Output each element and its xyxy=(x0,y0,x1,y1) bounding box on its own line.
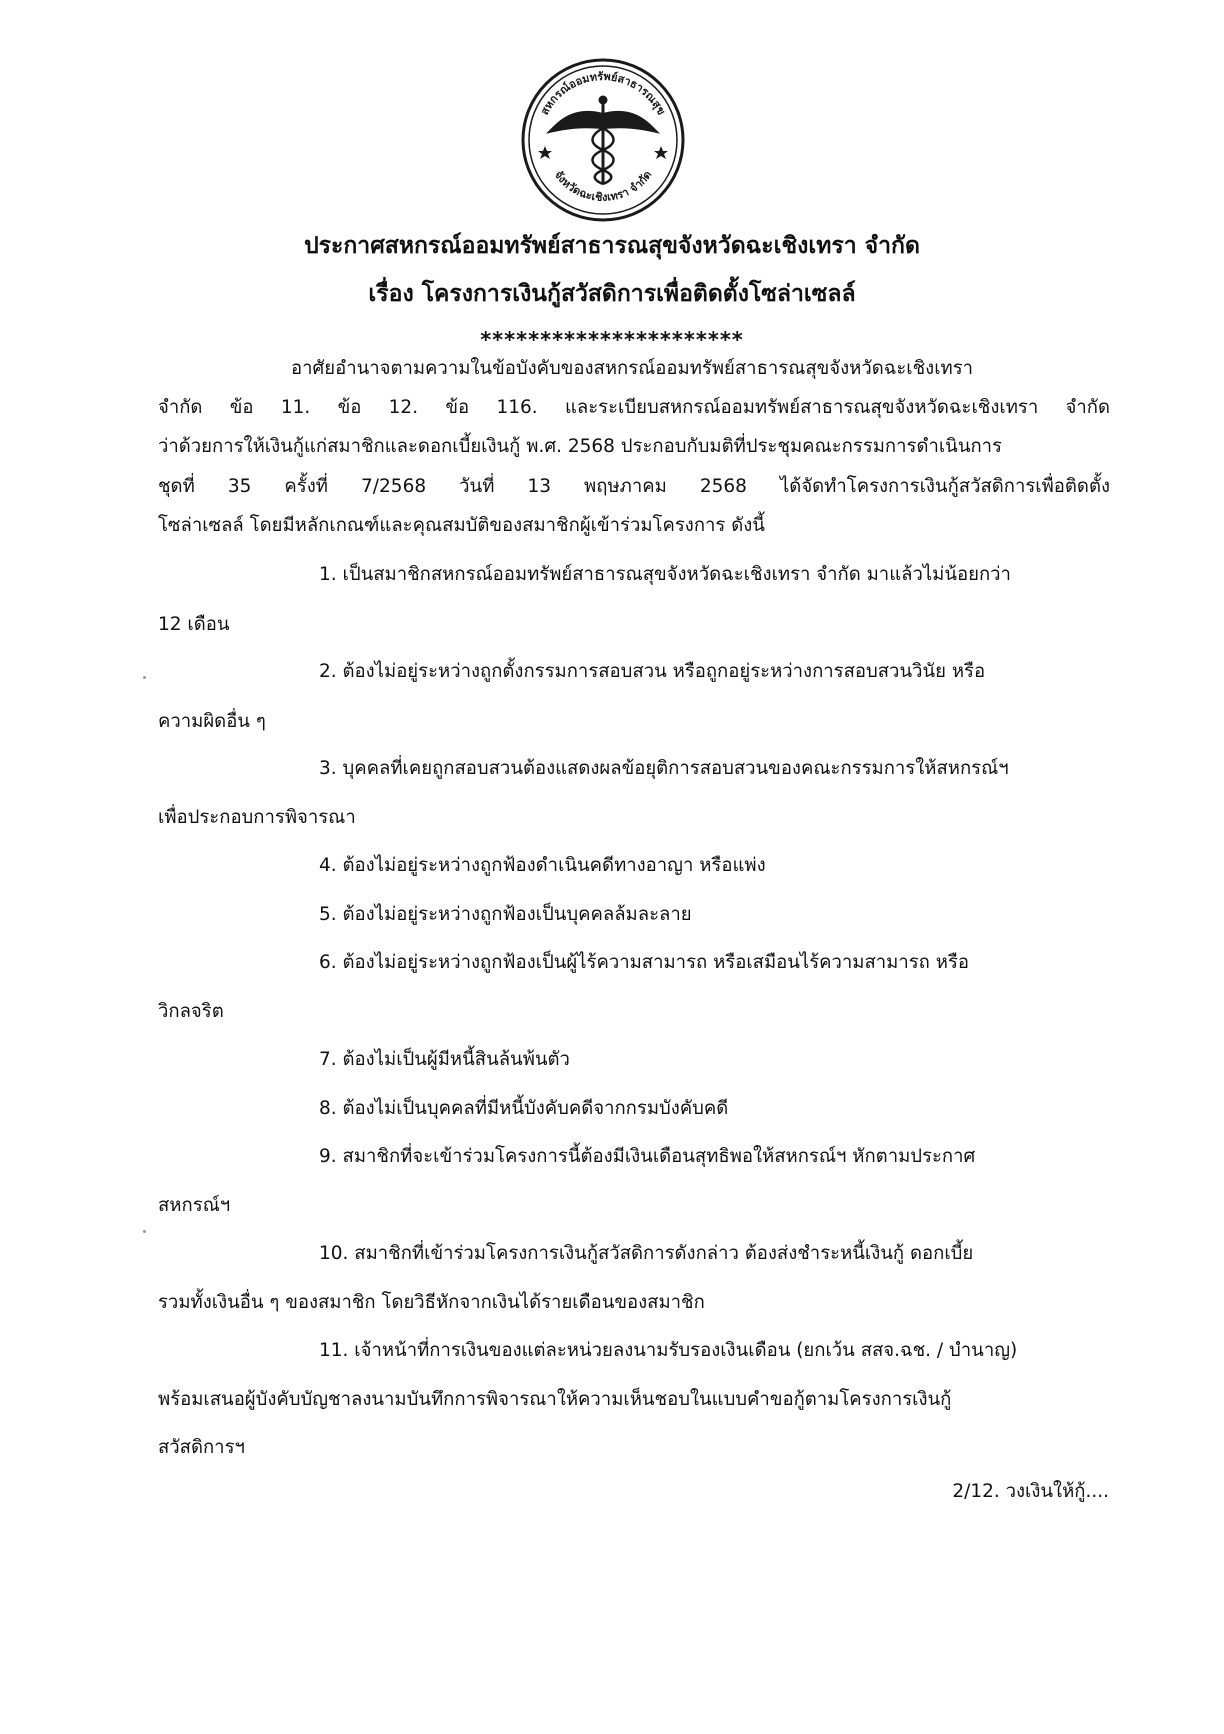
criteria-item-2-cont: ความผิดอื่น ๆ xyxy=(158,711,266,732)
intro-line-5: โซล่าเซลล์ โดยมีหลักเกณฑ์และคุณสมบัติของสมาชิกผู้เข้าร่วมโครงการ ดังนี้ xyxy=(158,515,765,536)
seal-bottom-text: จังหวัดฉะเชิงเทรา จำกัด xyxy=(551,168,655,204)
scan-speck xyxy=(143,1230,146,1233)
criteria-item-9: 9. สมาชิกที่จะเข้าร่วมโครงการนี้ต้องมีเงินเดือนสุทธิพอให้สหกรณ์ฯ หักตามประกาศ xyxy=(319,1146,976,1167)
criteria-item-10-cont: รวมทั้งเงินอื่น ๆ ของสมาชิก โดยวิธีหักจากเงินได้รายเดือนของสมาชิก xyxy=(158,1292,705,1313)
intro-line-4: ชุดที่ 35 ครั้งที่ 7/2568 วันที่ 13 พฤษภาคม 2568 ได้จัดทำโครงการเงินกู้สวัสดิการเพื่อติดตั้ง xyxy=(158,476,1110,497)
seal-star-left-icon xyxy=(538,146,552,159)
criteria-item-11-cont-2: สวัสดิการฯ xyxy=(158,1437,245,1458)
intro-line-3: ว่าด้วยการให้เงินกู้แก่สมาชิกและดอกเบี้ยเงินกู้ พ.ศ. 2568 ประกอบกับมติที่ประชุมคณะกรรมการดำเนินการ xyxy=(158,436,1002,457)
intro-line-1: อาศัยอำนาจตามความในข้อบังคับของสหกรณ์ออมทรัพย์สาธารณสุขจังหวัดฉะเชิงเทรา xyxy=(291,358,974,379)
criteria-item-3-cont: เพื่อประกอบการพิจารณา xyxy=(158,807,356,828)
announcement-subject: เรื่อง โครงการเงินกู้สวัสดิการเพื่อติดตั้งโซล่าเซลล์ xyxy=(368,281,856,307)
intro-line-2: จำกัด ข้อ 11. ข้อ 12. ข้อ 116. และระเบียบสหกรณ์ออมทรัพย์สาธารณสุขจังหวัดฉะเชิงเทรา จำกัด xyxy=(158,397,1110,418)
criteria-item-1: 1. เป็นสมาชิกสหกรณ์ออมทรัพย์สาธารณสุขจังหวัดฉะเชิงเทรา จำกัด มาแล้วไม่น้อยกว่า xyxy=(319,564,1011,585)
announcement-title: ประกาศสหกรณ์ออมทรัพย์สาธารณสุขจังหวัดฉะเชิงเทรา จำกัด xyxy=(304,233,920,259)
criteria-item-11-cont-1: พร้อมเสนอผู้บังคับบัญชาลงนามบันทึกการพิจารณาให้ความเห็นชอบในแบบคำขอกู้ตามโครงการเงินกู้ xyxy=(158,1389,952,1410)
criteria-item-5: 5. ต้องไม่อยู่ระหว่างถูกฟ้องเป็นบุคคลล้มละลาย xyxy=(319,904,692,925)
criteria-item-10: 10. สมาชิกที่เข้าร่วมโครงการเงินกู้สวัสดิการดังกล่าว ต้องส่งชำระหนี้เงินกู้ ดอกเบี้ย xyxy=(319,1243,974,1264)
criteria-item-6-cont: วิกลจริต xyxy=(158,1001,224,1022)
criteria-item-4: 4. ต้องไม่อยู่ระหว่างถูกฟ้องดำเนินคดีทางอาญา หรือแพ่ง xyxy=(319,855,766,876)
cooperative-seal xyxy=(519,56,687,224)
seal-star-right-icon xyxy=(654,146,668,159)
criteria-item-11: 11. เจ้าหน้าที่การเงินของแต่ละหน่วยลงนามรับรองเงินเดือน (ยกเว้น สสจ.ฉช. / บำนาญ) xyxy=(319,1340,1018,1361)
scan-speck xyxy=(143,676,146,679)
criteria-item-9-cont: สหกรณ์ฯ xyxy=(158,1195,231,1216)
criteria-item-3: 3. บุคคลที่เคยถูกสอบสวนต้องแสดงผลข้อยุติการสอบสวนของคณะกรรมการให้สหกรณ์ฯ xyxy=(319,758,1009,779)
criteria-item-1-cont: 12 เดือน xyxy=(158,614,230,635)
title-separator: ********************** xyxy=(480,328,744,352)
criteria-item-6: 6. ต้องไม่อยู่ระหว่างถูกฟ้องเป็นผู้ไร้ความสามารถ หรือเสมือนไร้ความสามารถ หรือ xyxy=(319,952,970,973)
caduceus-emblem-icon xyxy=(549,96,657,184)
criteria-item-8: 8. ต้องไม่เป็นบุคคลที่มีหนี้บังคับคดีจากกรมบังคับคดี xyxy=(319,1098,729,1119)
criteria-item-2: 2. ต้องไม่อยู่ระหว่างถูกตั้งกรรมการสอบสวน หรือถูกอยู่ระหว่างการสอบสวนวินัย หรือ xyxy=(319,661,986,682)
criteria-item-7: 7. ต้องไม่เป็นผู้มีหนี้สินล้นพ้นตัว xyxy=(319,1049,570,1070)
seal-top-text: สหกรณ์ออมทรัพย์สาธารณสุข xyxy=(537,69,669,118)
continuation-note: 2/12. วงเงินให้กู้.... xyxy=(952,1481,1109,1502)
